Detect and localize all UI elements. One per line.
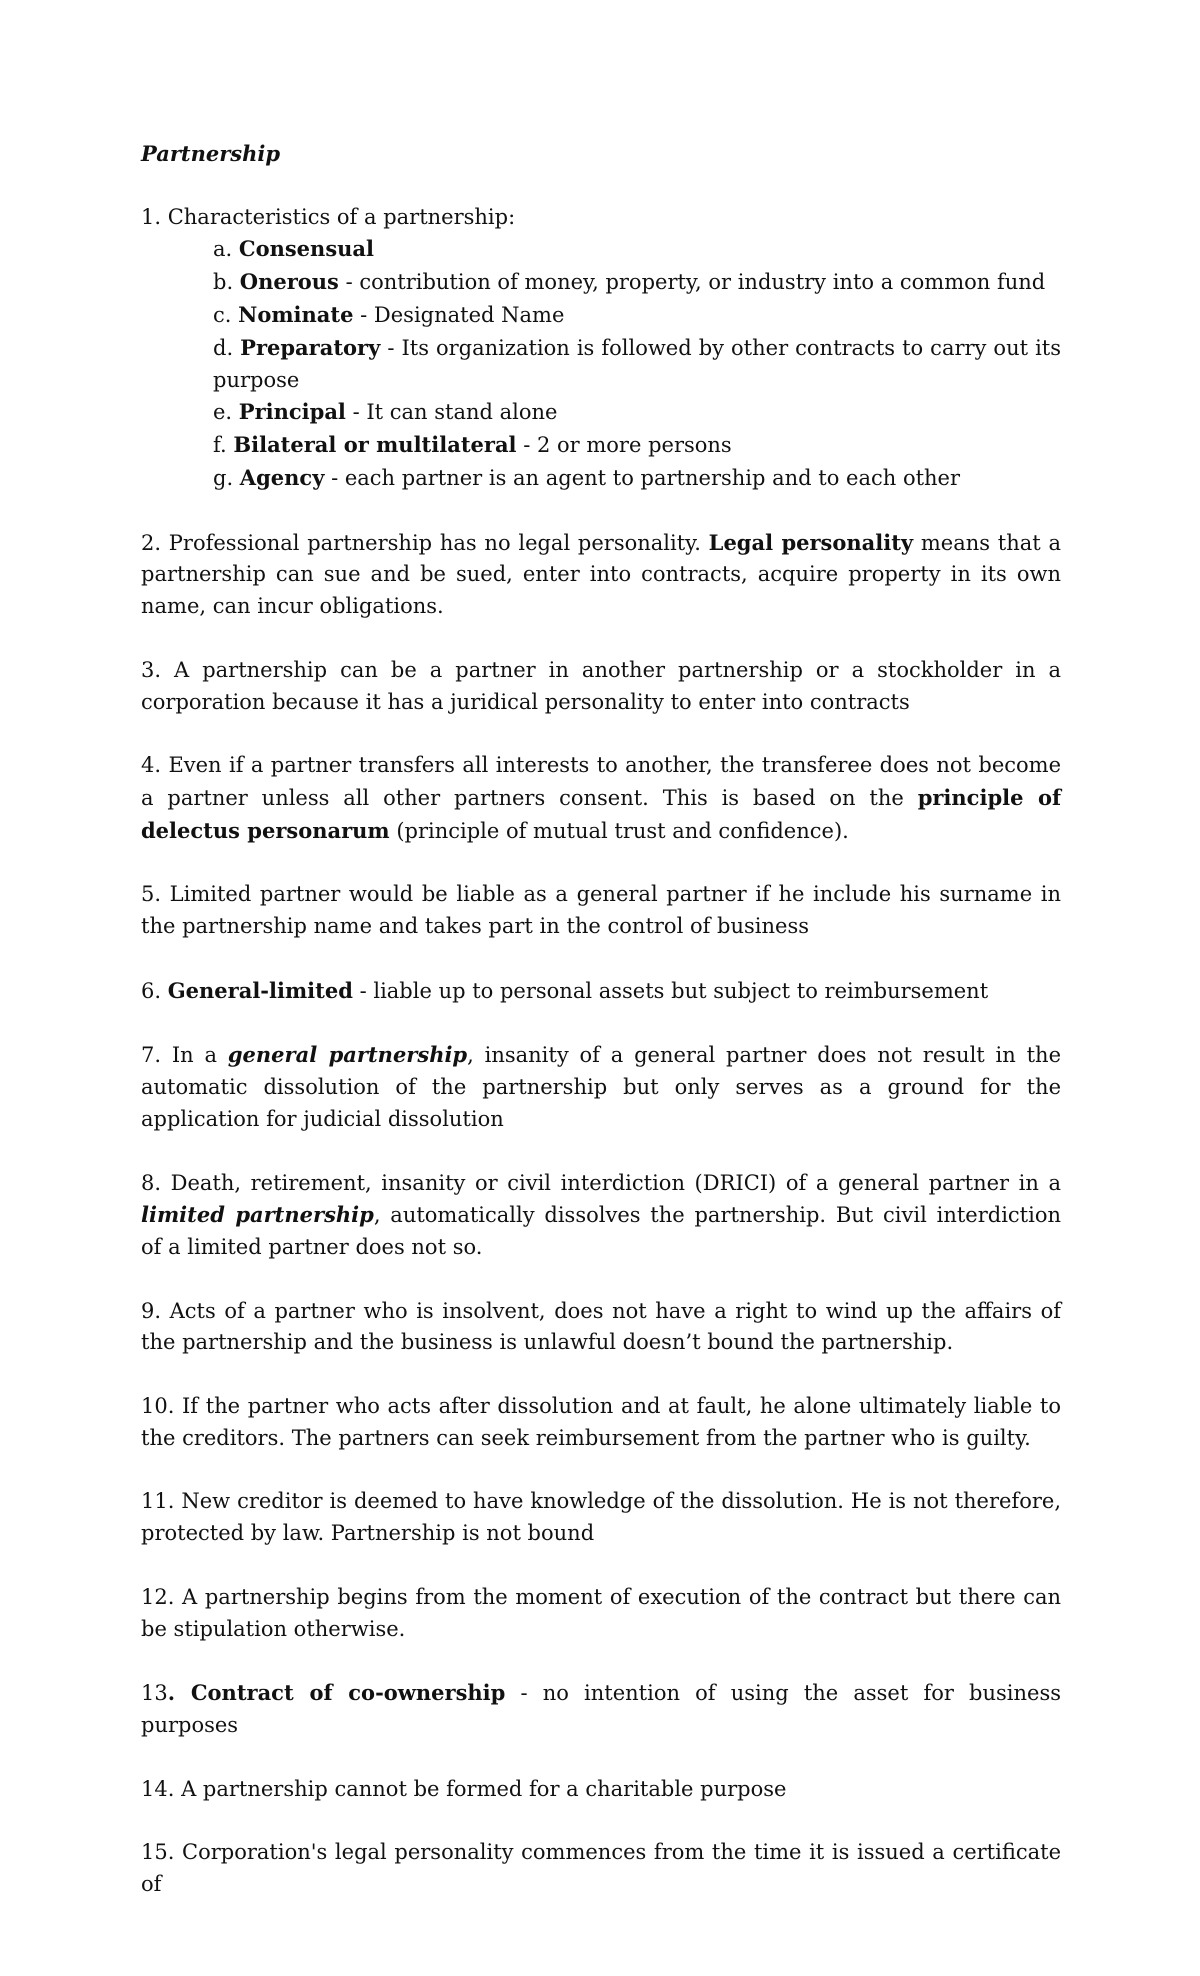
list-item: a. Consensual — [213, 236, 374, 262]
item-15: 15. Corporation's legal personality commences from the time it is issued a certificate of — [141, 1840, 1061, 1897]
item-10: 10. If the partner who acts after dissolution and at fault, he alone ultimately liable to the creditors. The partners can seek reimbursement from the partner who is guilty. — [141, 1394, 1061, 1450]
document-title: Partnership — [141, 141, 281, 166]
item-4: 4. Even if a partner transfers all interests to another, the transferee does not become a partner unless all other partners consent. This is based on the principle of delectus personarum (principle of mutual trust and confidence). — [141, 753, 1061, 843]
item-12: 12. A partnership begins from the moment of execution of the contract but there can be stipulation otherwise. — [141, 1584, 1061, 1641]
list-item: b. Onerous - contribution of money, property, or industry into a common fund — [213, 269, 1046, 295]
item-5: 5. Limited partner would be liable as a general partner if he include his surname in the partnership name and takes part in the control of business — [141, 882, 1061, 939]
list-item: c. Nominate - Designated Name — [213, 301, 565, 327]
item-11: 11. New creditor is deemed to have knowledge of the dissolution. He is not therefore, protected by law. Partnership is not bound — [141, 1489, 1061, 1546]
characteristics-list — [141, 233, 1061, 494]
list-item: f. Bilateral or multilateral - 2 or more persons — [213, 432, 732, 458]
item-7: 7. In a general partnership, insanity of a general partner does not result in the automatic dissolution of the partnership but only serves as a ground for the application for judicial dissolution — [141, 1042, 1061, 1131]
item-2: 2. Professional partnership has no legal personality. Legal personality means that a partnership can sue and be sued, enter into contracts, acquire property in its own name, can incur obligations. — [141, 529, 1061, 619]
item-8: 8. Death, retirement, insanity or civil interdiction (DRICI) of a general partner in a limited partnership, automatically dissolves the partnership. But civil interdiction of a limited partner does not so. — [141, 1170, 1061, 1260]
item-1-intro: 1. Characteristics of a partnership: — [141, 204, 516, 229]
item-6: 6. General-limited - liable up to personal assets but subject to reimbursement — [141, 977, 989, 1003]
list-item: e. Principal - It can stand alone — [213, 399, 558, 425]
item-3: 3. A partnership can be a partner in another partnership or a stockholder in a corporation because it has a juridical personality to enter into contracts — [141, 657, 1061, 714]
item-13: 13. Contract of co-ownership - no intention of using the asset for business purposes — [141, 1680, 1062, 1738]
item-14: 14. A partnership cannot be formed for a charitable purpose — [141, 1776, 787, 1801]
item-9: 9. Acts of a partner who is insolvent, does not have a right to wind up the affairs of the partnership and the business is unlawful doesn’t bound the partnership. — [141, 1298, 1061, 1355]
item-1 — [141, 202, 1061, 495]
list-item: d. Preparatory - Its organization is followed by other contracts to carry out its purpose — [213, 334, 1061, 392]
list-item: g. Agency - each partner is an agent to partnership and to each other — [213, 464, 961, 490]
document-body — [141, 138, 1061, 1933]
